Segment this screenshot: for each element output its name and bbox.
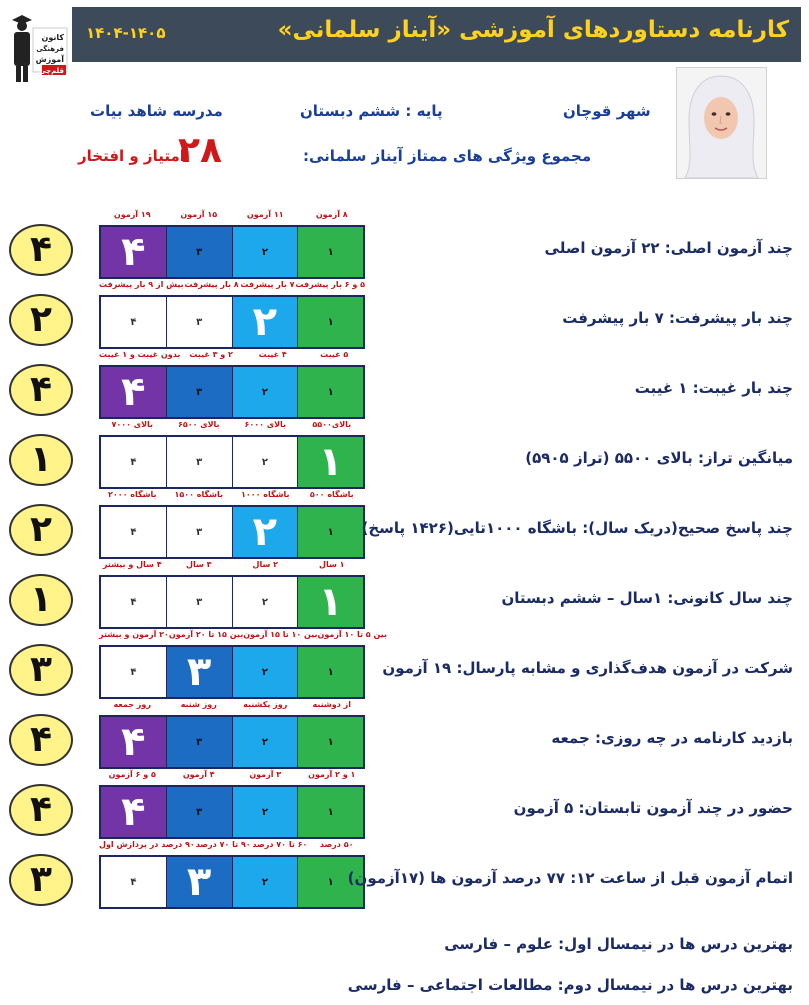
level-cell: ۲ xyxy=(232,577,298,627)
level-caption: ۷ بار پیشرفت xyxy=(240,280,295,289)
row-captions xyxy=(99,280,365,292)
level-caption: روز شنبه xyxy=(180,700,217,709)
level-caption: بالای ۶۰۰۰ xyxy=(244,420,287,429)
level-cell: ۲ xyxy=(232,227,298,277)
svg-text:آموزش: آموزش xyxy=(35,55,64,64)
level-bar xyxy=(99,785,365,839)
level-caption: ۹۰ درصد در پردازش اول xyxy=(99,840,195,849)
level-cell: ۴ xyxy=(101,507,166,557)
level-caption: ۳ آزمون xyxy=(249,770,282,779)
level-bar xyxy=(99,365,365,419)
first-semester-best: بهترین درس ها در نیمسال اول: علوم – فارسی xyxy=(444,935,793,953)
level-caption: ۵ و ۶ بار پیشرفت xyxy=(295,280,365,289)
score-caption: امتیاز و افتخار xyxy=(78,147,185,165)
row-label: شرکت در آزمون هدف‌گذاری و مشابه پارسال: ۱۹ آزمون xyxy=(382,659,793,677)
level-cell: ۲ xyxy=(232,297,298,347)
level-caption: ۲ سال xyxy=(252,560,278,569)
level-caption: ۱۹ آزمون xyxy=(113,210,151,219)
level-caption: ۸ بار پیشرفت xyxy=(184,280,239,289)
features-label: مجموع ویژگی های ممتاز آیناز سلمانی: xyxy=(303,147,592,165)
level-bar xyxy=(99,295,365,349)
level-caption: ۲ و ۳ غیبت xyxy=(189,350,233,359)
level-caption: ۱۵ آزمون xyxy=(180,210,218,219)
level-cell: ۲ xyxy=(232,857,298,907)
level-cell: ۲ xyxy=(232,437,298,487)
level-caption: بین ۱۰ تا ۱۵ آزمون xyxy=(243,630,318,639)
level-cell: ۱ xyxy=(297,507,363,557)
level-cell: ۱ xyxy=(297,297,363,347)
level-cell: ۴ xyxy=(101,647,166,697)
level-cell: ۳ xyxy=(166,787,232,837)
level-caption: بالای ۷۰۰۰ xyxy=(111,420,154,429)
svg-text:فرهنگی: فرهنگی xyxy=(36,45,64,53)
level-caption: ۱ و ۲ آزمون xyxy=(308,770,356,779)
level-cell: ۱ xyxy=(297,857,363,907)
row-captions xyxy=(99,420,365,432)
level-caption: بین ۵ تا ۱۰ آزمون xyxy=(317,630,387,639)
row-score-badge: ۱ xyxy=(9,574,73,626)
level-cell: ۳ xyxy=(166,507,232,557)
level-cell: ۱ xyxy=(297,227,363,277)
row-captions xyxy=(99,770,365,782)
row-captions xyxy=(99,840,365,852)
level-cell: ۳ xyxy=(166,437,232,487)
academic-years: ۱۴۰۴-۱۴۰۵ xyxy=(86,24,166,42)
row-score-badge: ۴ xyxy=(9,224,73,276)
row-score-badge: ۴ xyxy=(9,714,73,766)
level-caption: باشگاه ۲۰۰۰ xyxy=(107,490,157,499)
row-label: چند بار پیشرفت: ۷ بار پیشرفت xyxy=(562,309,793,327)
report-title: کارنامه دستاوردهای آموزشی «آیناز سلمانی» xyxy=(277,17,789,43)
level-bar xyxy=(99,435,365,489)
level-cell: ۱ xyxy=(297,787,363,837)
row-captions xyxy=(99,350,365,362)
header-bar xyxy=(72,7,801,62)
level-caption: ۱۱ آزمون xyxy=(246,210,284,219)
row-label: چند سال کانونی: ۱سال – ششم دبستان xyxy=(501,589,793,607)
svg-text:قلم‌چی: قلم‌چی xyxy=(38,67,64,75)
student-photo xyxy=(676,67,767,179)
level-cell: ۳ xyxy=(166,227,232,277)
level-caption: بدون غیبت و ۱ غیبت xyxy=(99,350,181,359)
row-captions xyxy=(99,630,387,642)
level-caption: بالای۵۵۰۰ xyxy=(312,420,352,429)
city-label: شهر قوچان xyxy=(563,102,651,120)
level-caption: ۵ غیبت xyxy=(320,350,349,359)
level-cell: ۱ xyxy=(297,577,363,627)
level-cell: ۴ xyxy=(101,437,166,487)
level-bar xyxy=(99,225,365,279)
level-caption: باشگاه ۱۵۰۰ xyxy=(174,490,224,499)
level-cell: ۴ xyxy=(101,367,166,417)
level-cell: ۲ xyxy=(232,787,298,837)
level-caption: ۸ آزمون xyxy=(315,210,348,219)
row-label: چند بار غیبت: ۱ غیبت xyxy=(634,379,793,397)
level-caption: روز جمعه xyxy=(113,700,151,709)
row-score-badge: ۳ xyxy=(9,854,73,906)
level-cell: ۱ xyxy=(297,437,363,487)
row-score-badge: ۲ xyxy=(9,504,73,556)
level-caption: ۴ سال و بیشتر xyxy=(102,560,162,569)
row-score-badge: ۴ xyxy=(9,364,73,416)
svg-text:کانون: کانون xyxy=(41,33,64,42)
row-captions xyxy=(99,210,365,222)
row-label: بازدید کارنامه در چه روزی: جمعه xyxy=(551,729,793,747)
level-cell: ۴ xyxy=(101,577,166,627)
level-cell: ۱ xyxy=(297,717,363,767)
level-bar xyxy=(99,645,365,699)
level-cell: ۱ xyxy=(297,367,363,417)
grade-label: پایه : ششم دبستان xyxy=(300,102,443,120)
level-caption: باشگاه ۱۰۰۰ xyxy=(240,490,290,499)
level-cell: ۴ xyxy=(101,857,166,907)
level-bar xyxy=(99,575,365,629)
level-cell: ۴ xyxy=(101,787,166,837)
row-captions xyxy=(99,490,365,502)
row-label: حضور در چند آزمون تابستان: ۵ آزمون xyxy=(513,799,793,817)
level-caption: ۵۰ درصد xyxy=(319,840,354,849)
level-cell: ۴ xyxy=(101,717,166,767)
level-cell: ۳ xyxy=(166,297,232,347)
level-caption: ۹۰ تا ۷۰ درصد xyxy=(195,840,251,849)
level-caption: ۵ و ۶ آزمون xyxy=(108,770,156,779)
row-score-badge: ۲ xyxy=(9,294,73,346)
second-semester-best: بهترین درس ها در نیمسال دوم: مطالعات اجتماعی – فارسی xyxy=(347,976,793,994)
row-label: چند پاسخ صحیح(دریک سال): باشگاه ۱۰۰۰تایی(۱۴۲۶ پاسخ) xyxy=(361,519,793,537)
level-cell: ۳ xyxy=(166,717,232,767)
row-score-badge: ۱ xyxy=(9,434,73,486)
level-cell: ۲ xyxy=(232,717,298,767)
row-captions xyxy=(99,560,365,572)
level-cell: ۳ xyxy=(166,857,232,907)
level-cell: ۴ xyxy=(101,227,166,277)
level-caption: ۲۰ آزمون و بیشتر xyxy=(99,630,169,639)
level-bar xyxy=(99,505,365,559)
level-caption: ۴ آزمون xyxy=(182,770,215,779)
row-score-badge: ۳ xyxy=(9,644,73,696)
level-caption: ۴ غیبت xyxy=(258,350,287,359)
kanoon-logo xyxy=(6,14,70,86)
level-caption: از دوشنبه xyxy=(312,700,351,709)
level-cell: ۳ xyxy=(166,647,232,697)
row-captions xyxy=(99,700,365,712)
row-label: میانگین تراز: بالای ۵۵۰۰ (تراز ۵۹۰۵) xyxy=(525,449,793,467)
level-caption: بالای ۶۵۰۰ xyxy=(177,420,220,429)
level-caption: ۳ سال xyxy=(186,560,212,569)
school-label: مدرسه شاهد بیات xyxy=(90,102,223,120)
level-cell: ۳ xyxy=(166,367,232,417)
level-caption: روز یکشنبه xyxy=(243,700,288,709)
level-cell: ۴ xyxy=(101,297,166,347)
total-score: ۲۸ xyxy=(178,130,222,171)
level-caption: باشگاه ۵۰۰ xyxy=(309,490,354,499)
level-cell: ۲ xyxy=(232,647,298,697)
level-cell: ۱ xyxy=(297,647,363,697)
row-label: اتمام آزمون قبل از ساعت ۱۲: ۷۷ درصد آزمون ها (۱۷آزمون) xyxy=(347,869,793,887)
level-bar xyxy=(99,715,365,769)
level-cell: ۳ xyxy=(166,577,232,627)
row-score-badge: ۴ xyxy=(9,784,73,836)
level-caption: بین ۱۵ تا ۲۰ آزمون xyxy=(168,630,244,639)
level-bar xyxy=(99,855,365,909)
level-caption: ۱ سال xyxy=(319,560,345,569)
level-caption: ۶۰ تا ۷۰ درصد xyxy=(252,840,308,849)
row-label: چند آزمون اصلی: ۲۲ آزمون اصلی xyxy=(544,239,793,257)
level-caption: بیش از ۹ بار پیشرفت xyxy=(99,280,184,289)
level-cell: ۲ xyxy=(232,367,298,417)
level-cell: ۲ xyxy=(232,507,298,557)
